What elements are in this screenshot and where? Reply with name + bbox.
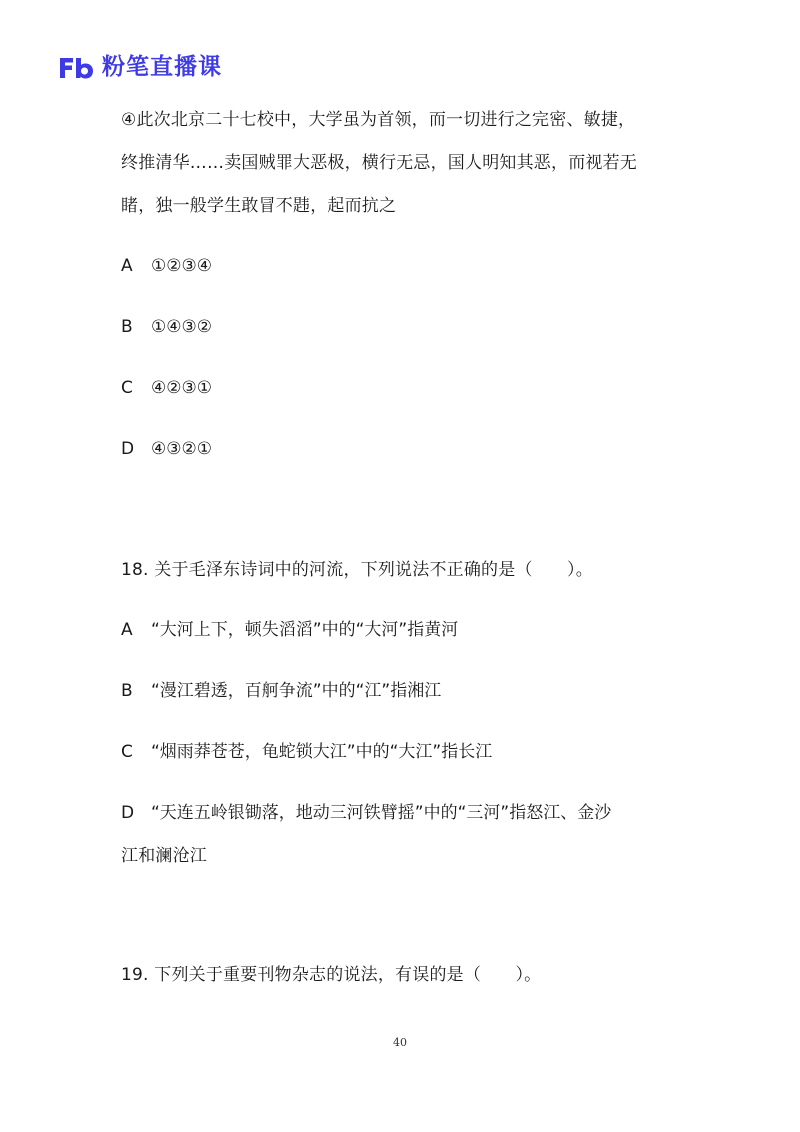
q17-option-d: [121, 437, 212, 461]
q18-option-c: [121, 740, 492, 764]
q18-option-d-continued: 江和澜沧江: [121, 846, 207, 866]
option-text: ①④③②: [151, 317, 212, 337]
option-text: “大河上下，顿失滔滔”中的“大河”指黄河: [151, 620, 459, 640]
logo-text: 粉笔直播课: [102, 54, 222, 80]
option-letter: C: [121, 742, 133, 762]
q17-option-c: [121, 376, 212, 400]
option-text: “漫江碧透，百舸争流”中的“江”指湘江: [151, 681, 442, 701]
q18-question: 18. 关于毛泽东诗词中的河流，下列说法不正确的是（ ）。: [121, 560, 593, 580]
q17-option-b: [121, 315, 212, 339]
option-letter: D: [121, 803, 135, 823]
fb-logo-icon: [58, 54, 96, 80]
q18-option-b: [121, 679, 441, 703]
page-number: 40: [393, 1036, 407, 1049]
q17-option-a: [121, 254, 212, 278]
option-letter: A: [121, 256, 133, 276]
option-text: “烟雨莽苍苍，龟蛇锁大江”中的“大江”指长江: [151, 742, 493, 762]
brand-logo: [58, 52, 222, 82]
passage-line: 睹，独一般学生敢冒不韪，起而抗之: [121, 196, 397, 216]
option-text: ④②③①: [151, 378, 212, 398]
passage-line: ④此次北京二十七校中，大学虽为首领，而一切进行之完密、敏捷，: [121, 110, 636, 130]
q18-option-a: [121, 618, 458, 642]
option-letter: B: [121, 317, 133, 337]
option-text: “天连五岭银锄落，地动三河铁臂摇”中的“三河”指怒江、金沙: [151, 803, 612, 823]
q19-question: 19. 下列关于重要刊物杂志的说法，有误的是（ ）。: [121, 965, 542, 985]
option-text: ①②③④: [151, 256, 212, 276]
q18-option-d: [121, 801, 611, 825]
option-letter: D: [121, 439, 135, 459]
option-letter: A: [121, 620, 133, 640]
option-text: ④③②①: [151, 439, 212, 459]
passage-line: 终推清华……卖国贼罪大恶极，横行无忌，国人明知其恶，而视若无: [121, 153, 637, 173]
option-letter: C: [121, 378, 133, 398]
option-letter: B: [121, 681, 133, 701]
